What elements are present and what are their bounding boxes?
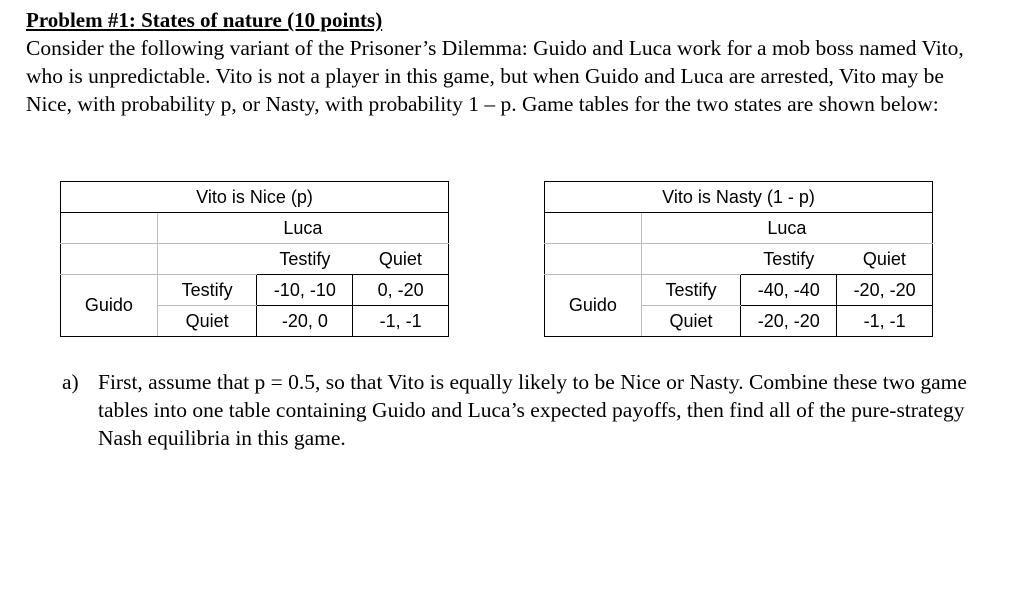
row-header: Testify (641, 275, 741, 306)
problem-heading: Problem #1: States of nature (10 points) (26, 8, 383, 32)
part-a-text: First, assume that p = 0.5, so that Vito is equally likely to be Nice or Nasty. Combine these two game tables into one table containing Guido and Luca’s expected payoffs, then find all of the pure-strategy Nash equilibria in this game. (98, 370, 967, 450)
payoff-cell: -1, -1 (837, 306, 933, 337)
table-caption: Vito is Nice (p) (61, 182, 449, 213)
payoff-table-nasty (544, 181, 933, 337)
payoff-cell: -1, -1 (353, 306, 449, 337)
table-caption: Vito is Nasty (1 - p) (545, 182, 933, 213)
col-header: Quiet (837, 244, 933, 275)
row-player-label: Guido (61, 275, 158, 337)
payoff-cell: -40, -40 (741, 275, 837, 306)
payoff-cell: -10, -10 (257, 275, 353, 306)
row-header: Quiet (641, 306, 741, 337)
col-header: Testify (741, 244, 837, 275)
payoff-table-nice (60, 181, 449, 337)
row-header: Quiet (157, 306, 257, 337)
payoff-cell: -20, -20 (837, 275, 933, 306)
question-part-a (62, 368, 982, 452)
problem-intro: Consider the following variant of the Prisoner’s Dilemma: Guido and Luca work for a mob boss named Vito, who is unpredictable. Vito is not a player in this game, but when Guido and Luca are arrested, Vito may be Nice, with probability p, or Nasty, with probability 1 – p. Game tables for the two states are shown below: (26, 36, 964, 116)
row-header: Testify (157, 275, 257, 306)
payoff-cell: 0, -20 (353, 275, 449, 306)
col-player-label: Luca (157, 213, 448, 244)
col-player-label: Luca (641, 213, 932, 244)
col-header: Quiet (353, 244, 449, 275)
col-header: Testify (257, 244, 353, 275)
row-player-label: Guido (545, 275, 642, 337)
payoff-cell: -20, 0 (257, 306, 353, 337)
payoff-cell: -20, -20 (741, 306, 837, 337)
part-marker: a) (62, 370, 79, 394)
